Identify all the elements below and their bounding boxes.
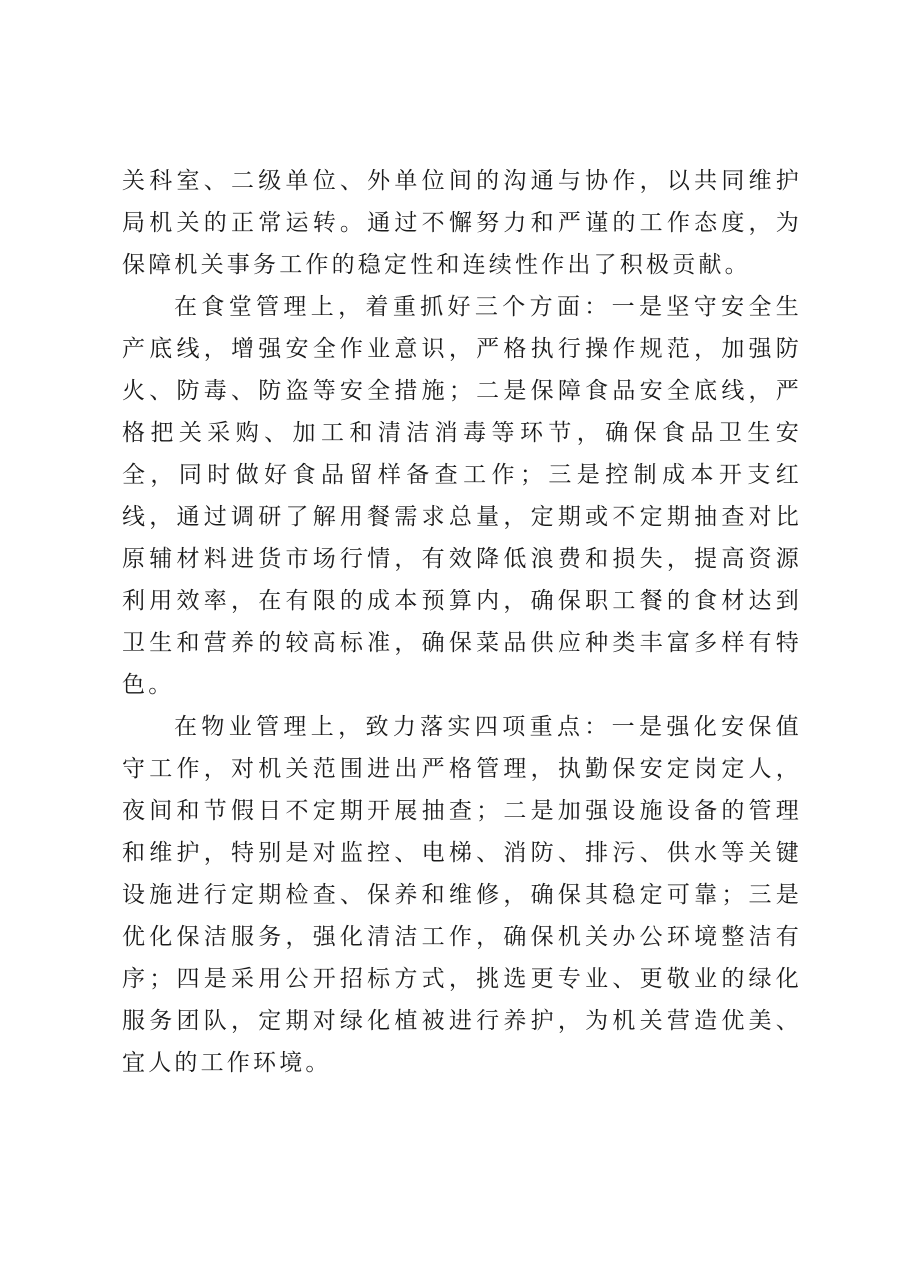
paragraph-continuation: 关科室、二级单位、外单位间的沟通与协作，以共同维护局机关的正常运转。通过不懈努力和严谨的工作态度，为保障机关事务工作的稳定性和连续性作出了积极贡献。 (122, 168, 802, 278)
paragraph-canteen-management: 在食堂管理上，着重抓好三个方面：一是坚守安全生产底线，增强安全作业意识，严格执行操作规范，加强防火、防毒、防盗等安全措施；二是保障食品安全底线，严格把关采购、加工和清洁消毒等环节，确保食品卫生安全，同时做好食品留样备查工作；三是控制成本开支红线，通过调研了解用餐需求总量，定期或不定期抽查对比原辅材料进货市场行情，有效降低浪费和损失，提高资源利用效率，在有限的成本预算内，确保职工餐的食材达到卫生和营养的较高标准，确保菜品供应种类丰富多样有特色。 (122, 294, 802, 698)
document-page (122, 160, 802, 1084)
paragraph-property-management: 在物业管理上，致力落实四项重点：一是强化安保值守工作，对机关范围进出严格管理，执勤保安定岗定人，夜间和节假日不定期开展抽查；二是加强设施设备的管理和维护，特别是对监控、电梯、消防、排污、供水等关键设施进行定期检查、保养和维修，确保其稳定可靠；三是优化保洁服务，强化清洁工作，确保机关办公环境整洁有序；四是采用公开招标方式，挑选更专业、更敬业的绿化服务团队，定期对绿化植被进行养护，为机关营造优美、宜人的工作环境。 (122, 714, 802, 1076)
